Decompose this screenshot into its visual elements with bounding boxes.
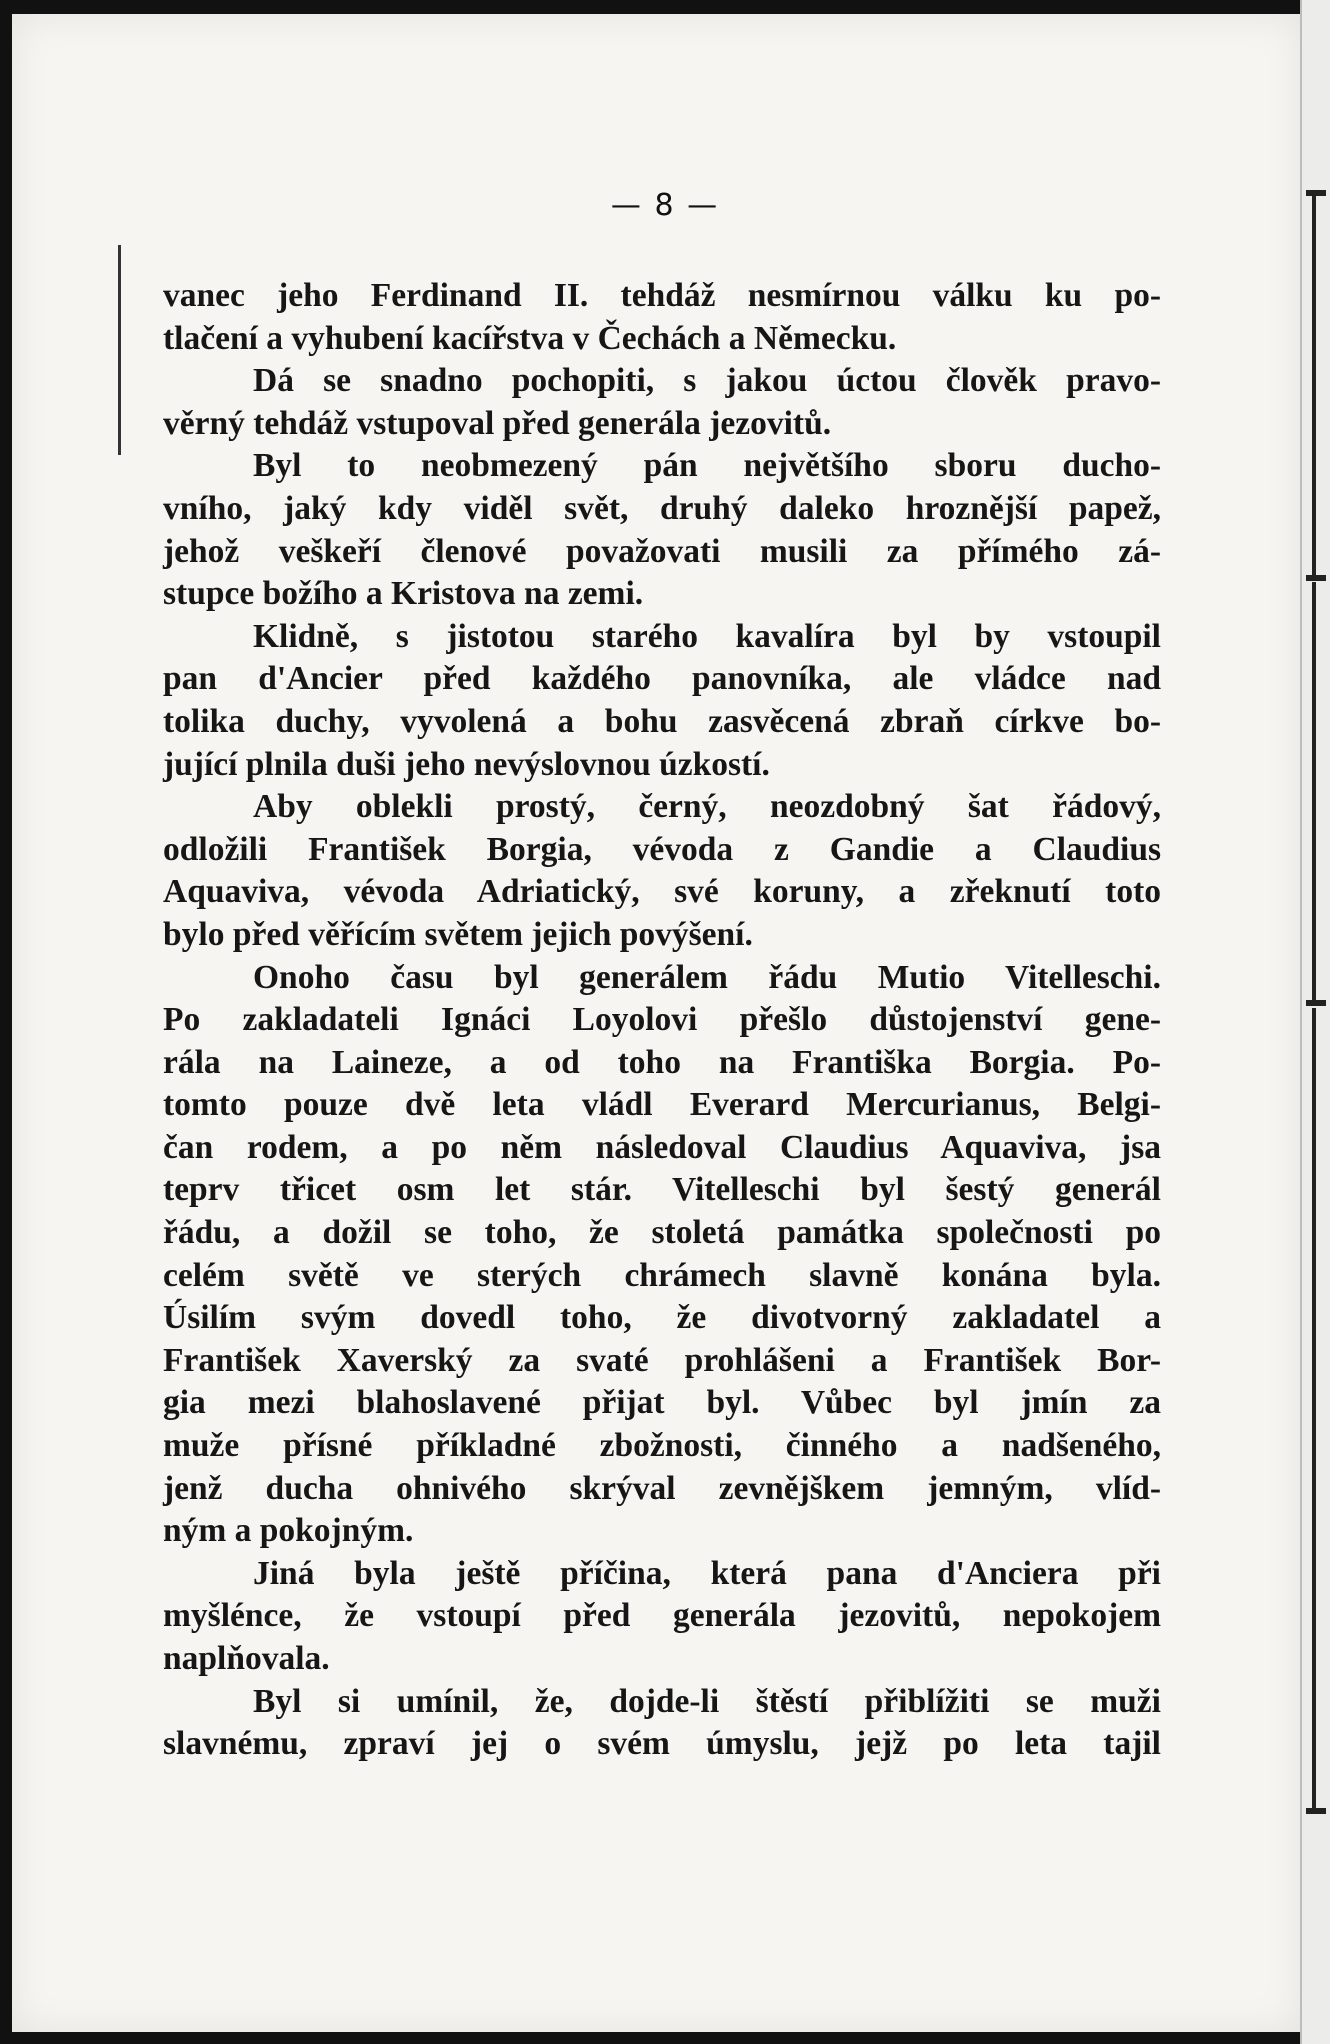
page-edge-strip — [1300, 0, 1330, 2044]
text-line: Aby oblekli prostý, černý, neozdobný šat řádový, — [253, 788, 1161, 826]
text-line: Úsilím svým dovedl toho, že divotvorný zakladatel a — [163, 1299, 1161, 1337]
text-line: František Xaverský za svaté prohlášeni a František Bor- — [163, 1341, 1161, 1379]
text-line: pan d'Ancier před každého panovníka, ale vládce nad — [163, 660, 1161, 698]
text-line: stupce božího a Kristova na zemi. — [163, 575, 644, 613]
text-line: odložili František Borgia, vévoda z Gandie a Claudius — [163, 830, 1161, 868]
text-line: Dá se snadno pochopiti, s jakou úctou člověk pravo- — [253, 362, 1161, 400]
text-line: jující plnila duši jeho nevýslovnou úzkostí. — [163, 745, 770, 783]
text-line: Byl to neobmezený pán největšího sboru ducho- — [253, 447, 1161, 485]
edge-mark — [1306, 1808, 1326, 1814]
text-line: vního, jaký kdy viděl svět, druhý daleko hroznější papež, — [163, 489, 1161, 527]
text-line: Po zakladateli Ignáci Loyolovi přešlo důstojenství gene- — [163, 1001, 1161, 1039]
text-line: bylo před věřícím světem jejich povýšení. — [163, 915, 753, 953]
edge-line — [1312, 1008, 1316, 1808]
text-line: čan rodem, a po něm následoval Claudius Aquaviva, jsa — [163, 1128, 1161, 1166]
edge-mark — [1306, 575, 1326, 581]
text-line: Onoho času byl generálem řádu Mutio Vitelleschi. — [253, 958, 1161, 996]
text-line: řádu, a dožil se toho, že stoletá památka společnosti po — [163, 1214, 1161, 1252]
text-line: naplňovala. — [163, 1640, 330, 1677]
page-number: — 8 — — [610, 188, 720, 223]
text-line: Byl si umínil, že, dojde-li štěstí přiblížiti se muži — [253, 1682, 1161, 1720]
margin-pencil-line — [118, 245, 121, 455]
text-line: slavnému, zpraví jej o svém úmyslu, jejž po leta tajil — [163, 1725, 1161, 1763]
body-text — [163, 275, 1161, 1766]
edge-line — [1312, 582, 1316, 1002]
text-line: Klidně, s jistotou starého kavalíra byl by vstoupil — [253, 617, 1161, 655]
text-line: jenž ducha ohnivého skrýval zevnějškem jemným, vlíd- — [163, 1469, 1161, 1507]
text-line: muže přísné příkladné zbožnosti, činného a nadšeného, — [163, 1427, 1161, 1465]
text-line: věrný tehdáž vstupoval před generála jezovitů. — [163, 404, 832, 442]
text-line: rála na Laineze, a od toho na Františka Borgia. Po- — [163, 1043, 1161, 1081]
text-line: vanec jeho Ferdinand II. tehdáž nesmírnou válku ku po- — [163, 277, 1161, 314]
text-line: myšlénce, že vstoupí před generála jezovitů, nepokojem — [163, 1597, 1161, 1635]
text-line: celém světě ve sterých chrámech slavně konána byla. — [163, 1256, 1161, 1294]
text-line: tomto pouze dvě leta vládl Everard Mercurianus, Belgi- — [163, 1086, 1161, 1124]
text-line: teprv třicet osm let stár. Vitelleschi byl šestý generál — [163, 1171, 1161, 1209]
text-line: gia mezi blahoslavené přijat byl. Vůbec byl jmín za — [163, 1384, 1161, 1422]
text-line: Aquaviva, vévoda Adriatický, své koruny, a zřeknutí toto — [163, 873, 1161, 911]
text-line: tlačení a vyhubení kacířstva v Čechách a Německu. — [163, 319, 897, 357]
edge-line — [1312, 196, 1316, 576]
text-line: ným a pokojným. — [163, 1512, 414, 1550]
text-line: tolika duchy, vyvolená a bohu zasvěcená zbraň církve bo- — [163, 702, 1161, 740]
text-line: Jiná byla ještě příčina, která pana d'Anciera při — [253, 1554, 1161, 1592]
edge-mark — [1306, 1000, 1326, 1006]
text-line: jehož veškeří členové považovati musili za přímého zá- — [163, 532, 1161, 570]
